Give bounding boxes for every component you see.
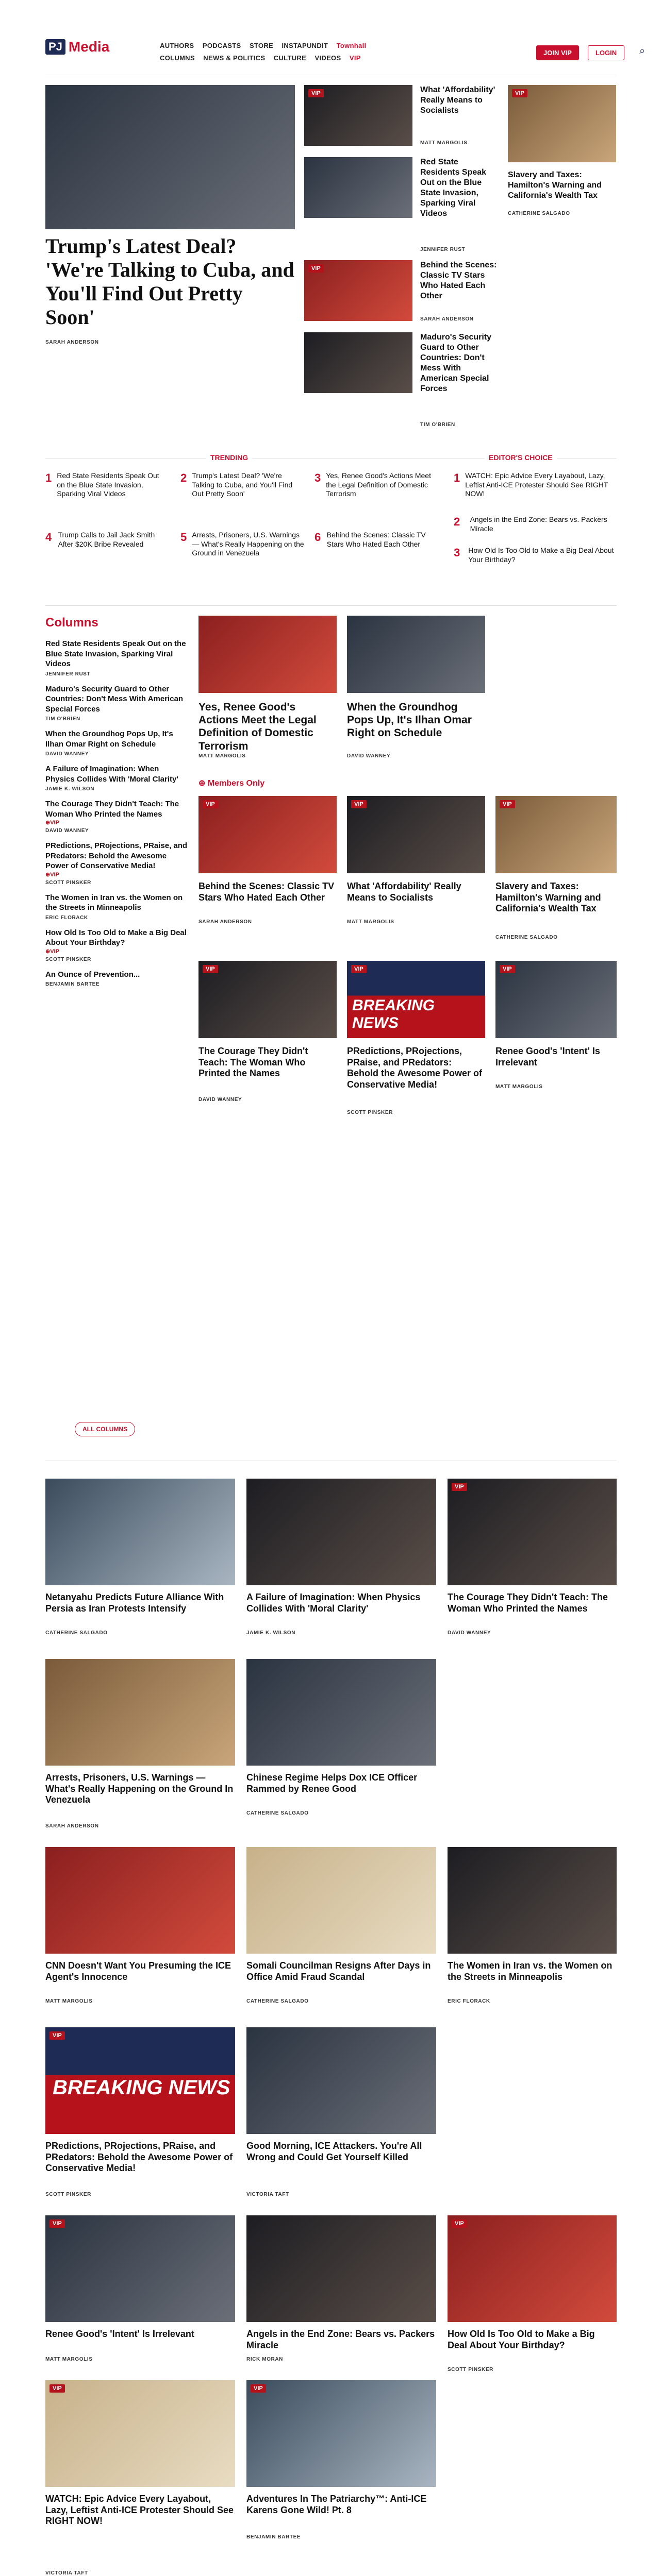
- member-card-image[interactable]: VIP: [198, 796, 337, 873]
- member-card-title[interactable]: Renee Good's 'Intent' Is Irrelevant: [495, 1046, 600, 1067]
- trending-item[interactable]: [45, 531, 169, 549]
- editors-item[interactable]: [454, 515, 616, 533]
- grid-card-image[interactable]: [45, 1847, 235, 1954]
- side-story-image[interactable]: [304, 332, 412, 393]
- grid-breaking-news-image[interactable]: VIP BREAKING NEWS: [45, 2027, 235, 2134]
- trending-title: Arrests, Prisoners, U.S. Warnings — What's Really Happening on the Ground in Venezuela: [192, 531, 304, 557]
- column-item-title: Maduro's Security Guard to Other Countries: Don't Mess With American Special Forces: [45, 684, 184, 714]
- grid-card-image[interactable]: [246, 1659, 436, 1766]
- card-title[interactable]: When the Groundhog Pops Up, It's Ilhan Omar Right on Schedule: [347, 701, 472, 739]
- grid-card-author: VICTORIA TAFT: [45, 2570, 88, 2576]
- right-feature-image[interactable]: VIP: [508, 85, 616, 162]
- member-card-author: MATT MARGOLIS: [495, 1084, 543, 1090]
- nav-videos[interactable]: VIDEOS: [315, 54, 341, 62]
- grid-card-title[interactable]: Angels in the End Zone: Bears vs. Packers Miracle: [246, 2329, 435, 2350]
- right-feature-author: CATHERINE SALGADO: [508, 211, 570, 216]
- grid-card-title[interactable]: Good Morning, ICE Attackers. You're All Wrong and Could Get Yourself Killed: [246, 2141, 422, 2162]
- grid-card-title[interactable]: PRedictions, PRojections, PRaise, and PRedators: Behold the Awesome Power of Conservative Media!: [45, 2141, 233, 2174]
- card-author: MATT MARGOLIS: [198, 753, 246, 759]
- column-item[interactable]: [45, 639, 190, 677]
- vip-tag: ⊕VIP: [45, 948, 59, 955]
- grid-card-image[interactable]: [246, 1479, 436, 1585]
- member-card-image[interactable]: VIP: [198, 961, 337, 1038]
- column-item-title: The Women in Iran vs. the Women on the Streets in Minneapolis: [45, 893, 183, 912]
- grid-card-title[interactable]: Renee Good's 'Intent' Is Irrelevant: [45, 2329, 194, 2339]
- breaking-news-image[interactable]: VIP BREAKING NEWS: [347, 961, 485, 1038]
- card-author: DAVID WANNEY: [347, 753, 391, 759]
- grid-card-author: MATT MARGOLIS: [45, 2357, 93, 2362]
- column-item-author: BENJAMIN BARTEE: [45, 981, 100, 987]
- grid-card-image[interactable]: [246, 1847, 436, 1954]
- trending-num: 5: [180, 531, 187, 544]
- grid-card-title[interactable]: Chinese Regime Helps Dox ICE Officer Rammed by Renee Good: [246, 1772, 418, 1794]
- editors-title: How Old Is Too Old to Make a Big Deal About Your Birthday?: [468, 546, 614, 564]
- trending-num: 4: [45, 531, 52, 544]
- grid-card-author: SCOTT PINSKER: [448, 2367, 493, 2372]
- login-button[interactable]: LOGIN: [588, 45, 624, 60]
- side-story-title[interactable]: What 'Affordability' Really Means to Socialists: [420, 86, 495, 115]
- column-item-author: SCOTT PINSKER: [45, 879, 91, 886]
- trending-num: 6: [315, 531, 321, 544]
- member-card-author: MATT MARGOLIS: [347, 919, 394, 925]
- grid-card-image[interactable]: VIP: [246, 2380, 436, 2487]
- editors-item[interactable]: [454, 546, 616, 564]
- nav-authors[interactable]: AUTHORS: [160, 42, 194, 49]
- column-item[interactable]: [45, 764, 190, 792]
- trending-label: TRENDING: [206, 453, 252, 462]
- grid-card-title[interactable]: The Women in Iran vs. the Women on the Streets in Minneapolis: [448, 1960, 613, 1982]
- grid-card-author: SARAH ANDERSON: [45, 1823, 99, 1829]
- nav-news-politics[interactable]: NEWS & POLITICS: [203, 54, 266, 62]
- trending-num: 3: [315, 471, 321, 484]
- nav-podcasts[interactable]: PODCASTS: [202, 42, 241, 49]
- grid-card-image[interactable]: VIP: [448, 1479, 617, 1585]
- member-card-image[interactable]: VIP: [495, 796, 617, 873]
- column-item-author: DAVID WANNEY: [45, 751, 89, 757]
- grid-card-title[interactable]: A Failure of Imagination: When Physics Collides With 'Moral Clarity': [246, 1592, 421, 1614]
- side-story-author: TIM O'BRIEN: [420, 422, 455, 428]
- column-item[interactable]: [45, 799, 190, 834]
- grid-card-author: VICTORIA TAFT: [246, 2192, 289, 2197]
- grid-card-title[interactable]: Arrests, Prisoners, U.S. Warnings — What's Really Happening on the Ground In Venezuela: [45, 1772, 234, 1805]
- grid-card-image[interactable]: [448, 1847, 617, 1954]
- logo-box: PJ: [45, 39, 65, 55]
- member-card-image[interactable]: VIP: [347, 796, 485, 873]
- grid-card-image[interactable]: [45, 1659, 235, 1766]
- trending-bottom-divider: [45, 605, 617, 606]
- column-item-title: How Old Is Too Old to Make a Big Deal About Your Birthday?: [45, 928, 187, 947]
- secondary-nav: [160, 54, 367, 63]
- editors-choice-label: EDITOR'S CHOICE: [485, 453, 557, 462]
- trending-num: 1: [45, 471, 52, 484]
- column-item-title: A Failure of Imagination: When Physics Collides With 'Moral Clarity': [45, 765, 178, 784]
- column-item-title: An Ounce of Prevention...: [45, 970, 140, 979]
- grid-card-title[interactable]: The Courage They Didn't Teach: The Woman Who Printed the Names: [448, 1592, 608, 1614]
- editors-title: Angels in the End Zone: Bears vs. Packers Miracle: [470, 515, 607, 533]
- members-only-text: Members Only: [207, 779, 265, 788]
- logo[interactable]: [45, 39, 109, 55]
- primary-nav: [160, 41, 372, 50]
- column-item[interactable]: [45, 928, 190, 962]
- lead-author[interactable]: SARAH ANDERSON: [45, 340, 99, 345]
- column-item-title: PRedictions, PRojections, PRaise, and PRedators: Behold the Awesome Power of Conservative Media!: [45, 841, 188, 870]
- column-item-author: JAMIE K. WILSON: [45, 786, 95, 792]
- nav-store[interactable]: STORE: [249, 42, 273, 49]
- trending-item[interactable]: [180, 531, 304, 558]
- editors-item[interactable]: [454, 471, 616, 499]
- grid-card-image[interactable]: VIP: [45, 2380, 235, 2487]
- members-only-label: ⊕ Members Only: [198, 779, 265, 788]
- column-item-author: JENNIFER RUST: [45, 671, 91, 677]
- grid-card-image[interactable]: [45, 1479, 235, 1585]
- member-card-title[interactable]: Slavery and Taxes: Hamilton's Warning and California's Wealth Tax: [495, 881, 601, 914]
- breaking-news-text: BREAKING NEWS: [53, 2076, 230, 2099]
- grid-card-author: SCOTT PINSKER: [45, 2192, 91, 2197]
- grid-card-author: ERIC FLORACK: [448, 1998, 490, 2004]
- grid-card-image[interactable]: [246, 2215, 436, 2322]
- right-feature-title[interactable]: Slavery and Taxes: Hamilton's Warning and California's Wealth Tax: [508, 171, 602, 200]
- member-card-image[interactable]: VIP: [495, 961, 617, 1038]
- nav-instapundit[interactable]: INSTAPUNDIT: [282, 42, 328, 49]
- column-item-title: Red State Residents Speak Out on the Blue State Invasion, Sparking Viral Videos: [45, 639, 186, 668]
- all-columns-button[interactable]: ALL COLUMNS: [75, 1422, 135, 1436]
- column-item[interactable]: [45, 684, 190, 722]
- grid-card-author: CATHERINE SALGADO: [246, 1998, 309, 2004]
- member-card-title[interactable]: The Courage They Didn't Teach: The Woman Who Printed the Names: [198, 1046, 308, 1079]
- grid-card-author: CATHERINE SALGADO: [45, 1630, 108, 1636]
- columns-title[interactable]: Columns: [45, 616, 98, 630]
- grid-card-title[interactable]: Somali Councilman Resigns After Days in Office Amid Fraud Scandal: [246, 1960, 431, 1982]
- column-item-author: TIM O'BRIEN: [45, 716, 80, 722]
- nav-columns[interactable]: COLUMNS: [160, 54, 195, 62]
- grid-card-author: RICK MORAN: [246, 2357, 283, 2362]
- grid-card-author: MATT MARGOLIS: [45, 1998, 93, 2004]
- member-card-author: SCOTT PINSKER: [347, 1110, 393, 1115]
- member-card-author: SARAH ANDERSON: [198, 919, 252, 925]
- side-story-author: JENNIFER RUST: [420, 247, 466, 252]
- lead-image[interactable]: [45, 85, 295, 229]
- trending-title: Trump Calls to Jail Jack Smith After $20K Bribe Revealed: [58, 531, 155, 548]
- column-item-title: The Courage They Didn't Teach: The Woman Who Printed the Names: [45, 800, 179, 819]
- column-item-author: DAVID WANNEY: [45, 828, 89, 834]
- member-card-author: CATHERINE SALGADO: [495, 935, 558, 940]
- vip-tag: ⊕VIP: [45, 871, 59, 878]
- card-title[interactable]: Yes, Renee Good's Actions Meet the Legal Definition of Domestic Terrorism: [198, 701, 317, 752]
- grid-card-author: BENJAMIN BARTEE: [246, 2534, 301, 2540]
- side-story-image[interactable]: VIP: [304, 260, 412, 321]
- side-story-author: SARAH ANDERSON: [420, 316, 474, 322]
- grid-card-author: JAMIE K. WILSON: [246, 1630, 296, 1636]
- trending-title: Trump's Latest Deal? 'We're Talking to Cuba, and You'll Find Out Pretty Soon': [192, 471, 293, 498]
- grid-card-image[interactable]: [246, 2027, 436, 2134]
- grid-card-image[interactable]: VIP: [448, 2215, 617, 2322]
- card-image[interactable]: [198, 616, 337, 693]
- member-card-title[interactable]: What 'Affordability' Really Means to Socialists: [347, 881, 461, 903]
- site-header: [0, 0, 662, 82]
- nav-townhall[interactable]: Townhall: [336, 42, 367, 49]
- grid-card-title[interactable]: Adventures In The Patriarchy™: Anti-ICE Karens Gone Wild! Pt. 8: [246, 2494, 427, 2515]
- side-story-title[interactable]: Maduro's Security Guard to Other Countries: Don't Mess With American Special Forces: [420, 333, 492, 393]
- nav-culture[interactable]: CULTURE: [273, 54, 307, 62]
- editors-num: 1: [454, 471, 460, 484]
- member-card-author: DAVID WANNEY: [198, 1097, 242, 1103]
- logo-word: Media: [68, 39, 110, 55]
- column-item[interactable]: [45, 893, 190, 921]
- grid-card-author: CATHERINE SALGADO: [246, 1810, 309, 1816]
- side-story-title[interactable]: Behind the Scenes: Classic TV Stars Who Hated Each Other: [420, 261, 497, 300]
- column-item-author: ERIC FLORACK: [45, 914, 88, 921]
- vip-tag: ⊕VIP: [45, 820, 59, 826]
- side-story-author: MATT MARGOLIS: [420, 140, 468, 146]
- column-item[interactable]: [45, 970, 190, 988]
- breaking-news-text: BREAKING NEWS: [352, 997, 435, 1031]
- trending-item[interactable]: [45, 471, 169, 499]
- grid-card-image[interactable]: VIP: [45, 2215, 235, 2322]
- card-image[interactable]: [347, 616, 485, 693]
- columns-list: [45, 639, 190, 994]
- trending-title: Yes, Renee Good's Actions Meet the Legal Definition of Domestic Terrorism: [326, 471, 431, 498]
- search-icon[interactable]: ⌕: [639, 45, 646, 57]
- trending-item[interactable]: [315, 531, 438, 549]
- grid-card-title[interactable]: Netanyahu Predicts Future Alliance With Persia as Iran Protests Intensify: [45, 1592, 224, 1614]
- editors-num: 2: [454, 515, 460, 528]
- grid-card-title[interactable]: WATCH: Epic Advice Every Layabout, Lazy, Leftist Anti-ICE Protester Should See RIGHT NOW!: [45, 2494, 234, 2527]
- grid-card-title[interactable]: How Old Is Too Old to Make a Big Deal About Your Birthday?: [448, 2329, 595, 2350]
- grid-card-author: DAVID WANNEY: [448, 1630, 491, 1636]
- trending-item[interactable]: [180, 471, 304, 499]
- column-item-title: When the Groundhog Pops Up, It's Ilhan Omar Right on Schedule: [45, 730, 173, 749]
- member-card-title[interactable]: PRedictions, PRojections, PRaise, and PRedators: Behold the Awesome Power of Conservative Media!: [347, 1046, 483, 1090]
- grid-card-title[interactable]: CNN Doesn't Want You Presuming the ICE Agent's Innocence: [45, 1960, 231, 1982]
- side-story-title[interactable]: Red State Residents Speak Out on the Blue State Invasion, Sparking Viral Videos: [420, 158, 487, 218]
- lead-title[interactable]: Trump's Latest Deal? 'We're Talking to Cuba, and You'll Find Out Pretty Soon': [45, 234, 294, 329]
- editors-num: 3: [454, 546, 460, 559]
- column-item[interactable]: [45, 729, 190, 757]
- editors-title: WATCH: Epic Advice Every Layabout, Lazy, Leftist Anti-ICE Protester Should See RIGHT NOW!: [465, 471, 608, 498]
- member-card-title[interactable]: Behind the Scenes: Classic TV Stars Who Hated Each Other: [198, 881, 335, 903]
- column-item-author: SCOTT PINSKER: [45, 956, 91, 962]
- trending-title: Behind the Scenes: Classic TV Stars Who Hated Each Other: [326, 531, 426, 548]
- side-story-image[interactable]: VIP: [304, 85, 412, 146]
- column-item[interactable]: [45, 841, 190, 886]
- trending-item[interactable]: [315, 471, 438, 499]
- trending-num: 2: [180, 471, 187, 484]
- join-vip-button[interactable]: JOIN VIP: [536, 45, 579, 60]
- trending-title: Red State Residents Speak Out on the Blue State Invasion, Sparking Viral Videos: [57, 471, 159, 498]
- nav-vip[interactable]: VIP: [349, 54, 361, 62]
- side-story-image[interactable]: [304, 157, 412, 218]
